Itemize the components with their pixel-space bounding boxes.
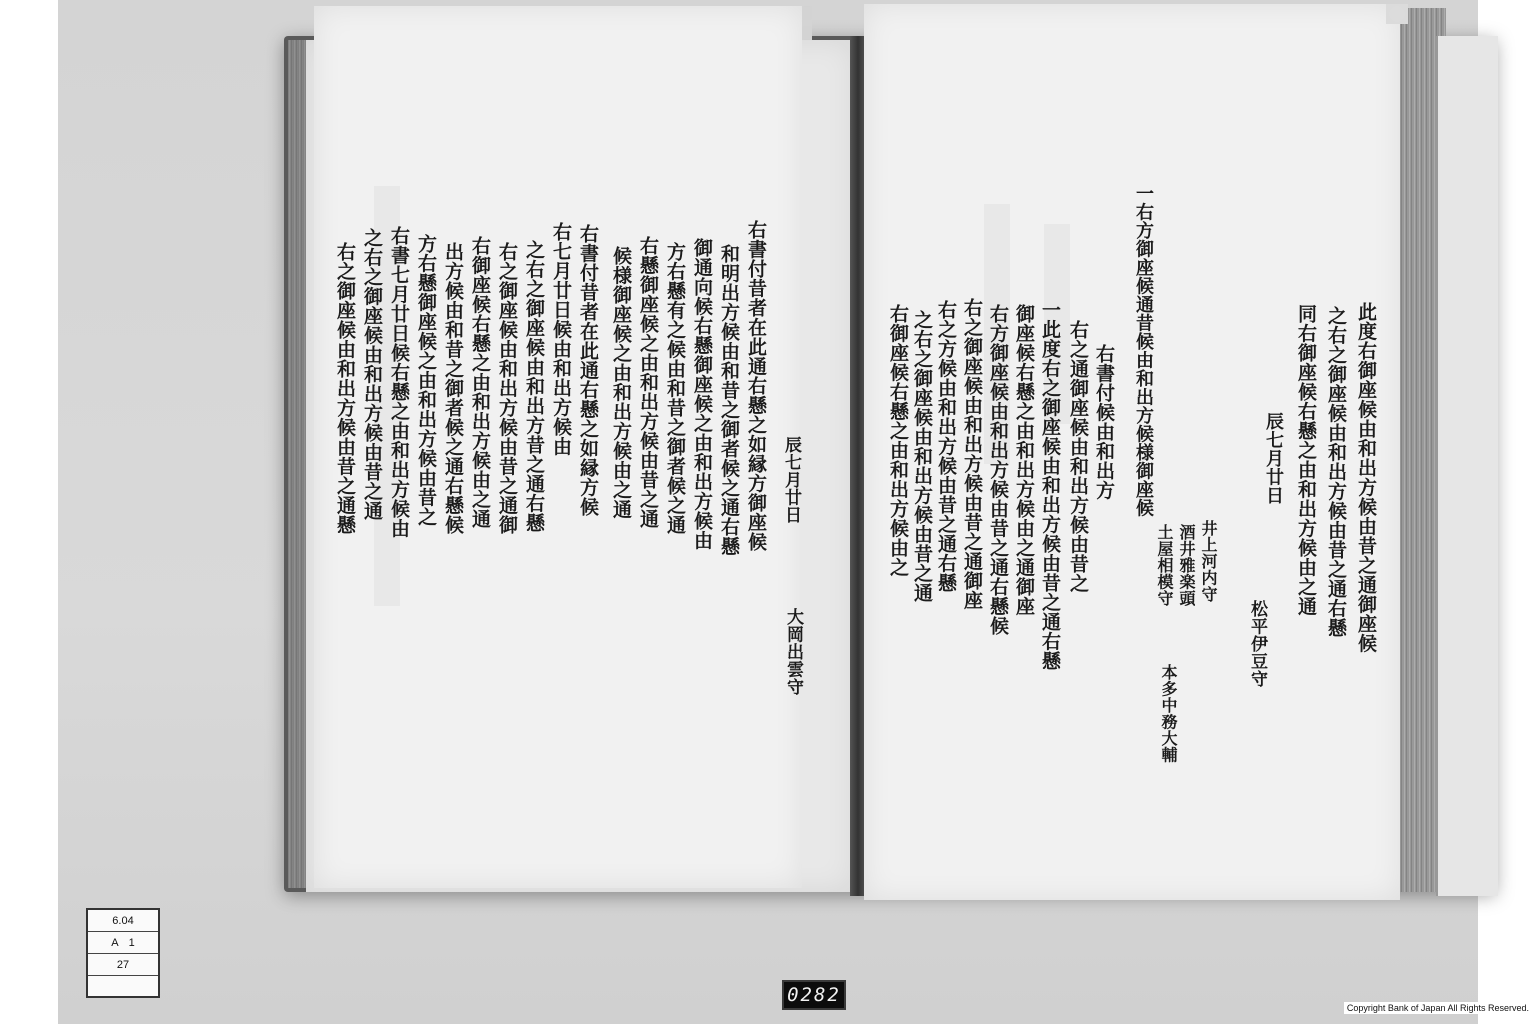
page-right [864, 4, 1400, 900]
left-column-11: 右御座候右懸之由和出方候由之通 [469, 236, 491, 529]
left-column-5: 右懸御座候之由和出方候由昔之通 [637, 236, 659, 529]
left-column-10: 右之御座候由和出方候由昔之通御 [496, 242, 518, 535]
right-column-8: 右方御座候由和出方候由昔之通右懸候 [987, 304, 1009, 636]
right-heading: 一右方御座候通昔候由和出方候様御座候 [1133, 184, 1154, 517]
right-column-10: 右之方候由和出方候由昔之通右懸 [935, 300, 957, 593]
right-column-5: 右之通御座候由和出方候由昔之 [1067, 320, 1089, 593]
right-column-2: 之右之御座候由和出方候由昔之通右懸 [1325, 306, 1347, 638]
left-column-9: 之右之御座候由和出方昔之通右懸 [523, 240, 545, 533]
page-left-corner [802, 6, 812, 40]
right-column-4: 右書付候由和出方 [1093, 344, 1115, 500]
right-column-3: 同右御座候右懸之由和出方候由之通 [1295, 304, 1317, 616]
right-signature-5: 本多中務大輔 [1159, 664, 1178, 763]
label-row-3 [88, 954, 158, 976]
label-row-4 [88, 976, 158, 998]
left-column-3: 御通向候右懸御座候之由和出方候由 [691, 238, 713, 550]
left-column-15: 之右之御座候由和出方候由昔之通 [361, 228, 383, 521]
microfilm-photo [58, 0, 1478, 1024]
right-column-6: 一此度右之御座候由和出方候由昔之通右懸 [1039, 300, 1061, 671]
label-number: 6.04 [112, 914, 134, 927]
left-column-13: 方右懸御座候之由和出方候由昔之 [415, 234, 437, 527]
page-right-corner [1386, 4, 1408, 24]
label-volume: 1 [128, 936, 135, 949]
frame-number: 0282 [782, 980, 846, 1010]
right-date-header: 辰七月廿日 [1263, 412, 1284, 505]
label-item: 27 [116, 958, 130, 971]
label-row-1 [88, 910, 158, 932]
left-column-1: 右書付昔者在此通右懸之如縁方御座候 [745, 220, 767, 552]
left-column-2: 和明出方候由和昔之御者候之通右懸 [718, 244, 740, 556]
left-column-7: 右書付昔者在此通右懸之如縁方候 [577, 224, 599, 517]
right-column-1: 此度右御座候由和出方候由昔之通御座候 [1355, 302, 1377, 653]
page-left [314, 6, 802, 888]
left-signature: 大岡出雲守 [783, 608, 803, 696]
right-signature-1: 松平伊豆守 [1247, 600, 1267, 688]
right-column-7: 御座候右懸之由和出方候由之通御座 [1013, 304, 1035, 616]
right-signature-4: 土屋相模守 [1155, 524, 1174, 607]
left-column-14: 右書七月廿日候右懸之由和出方候由 [388, 226, 410, 538]
catalogue-label [86, 908, 160, 998]
label-letter: A [111, 936, 119, 949]
right-column-11: 之右之御座候由和出方候由昔之通 [911, 310, 933, 603]
left-column-16: 右之御座候由和出方候由昔之通懸 [334, 242, 356, 535]
left-column-4: 方右懸有之候由和昔之御者候之通 [664, 242, 686, 535]
right-signature-3: 酒井雅楽頭 [1177, 524, 1196, 607]
left-date-header: 辰七月廿日 [781, 436, 801, 524]
left-column-12: 出方候由和昔之御者候之通右懸候 [442, 242, 464, 535]
left-column-8: 右七月廿日候由和出方候由 [550, 222, 572, 456]
right-signature-2: 井上河内守 [1199, 520, 1218, 603]
copyright-notice: Copyright Bank of Japan All Rights Reserved. [1344, 1002, 1532, 1014]
label-row-2 [88, 932, 158, 954]
right-column-9: 右之御座候由和出方候由昔之通御座 [961, 298, 983, 610]
book-cover-right [1436, 36, 1498, 896]
left-column-6: 候様御座候之由和出方候由之通 [610, 246, 632, 519]
right-column-12: 右御座候右懸之由和出方候由之 [887, 304, 909, 577]
